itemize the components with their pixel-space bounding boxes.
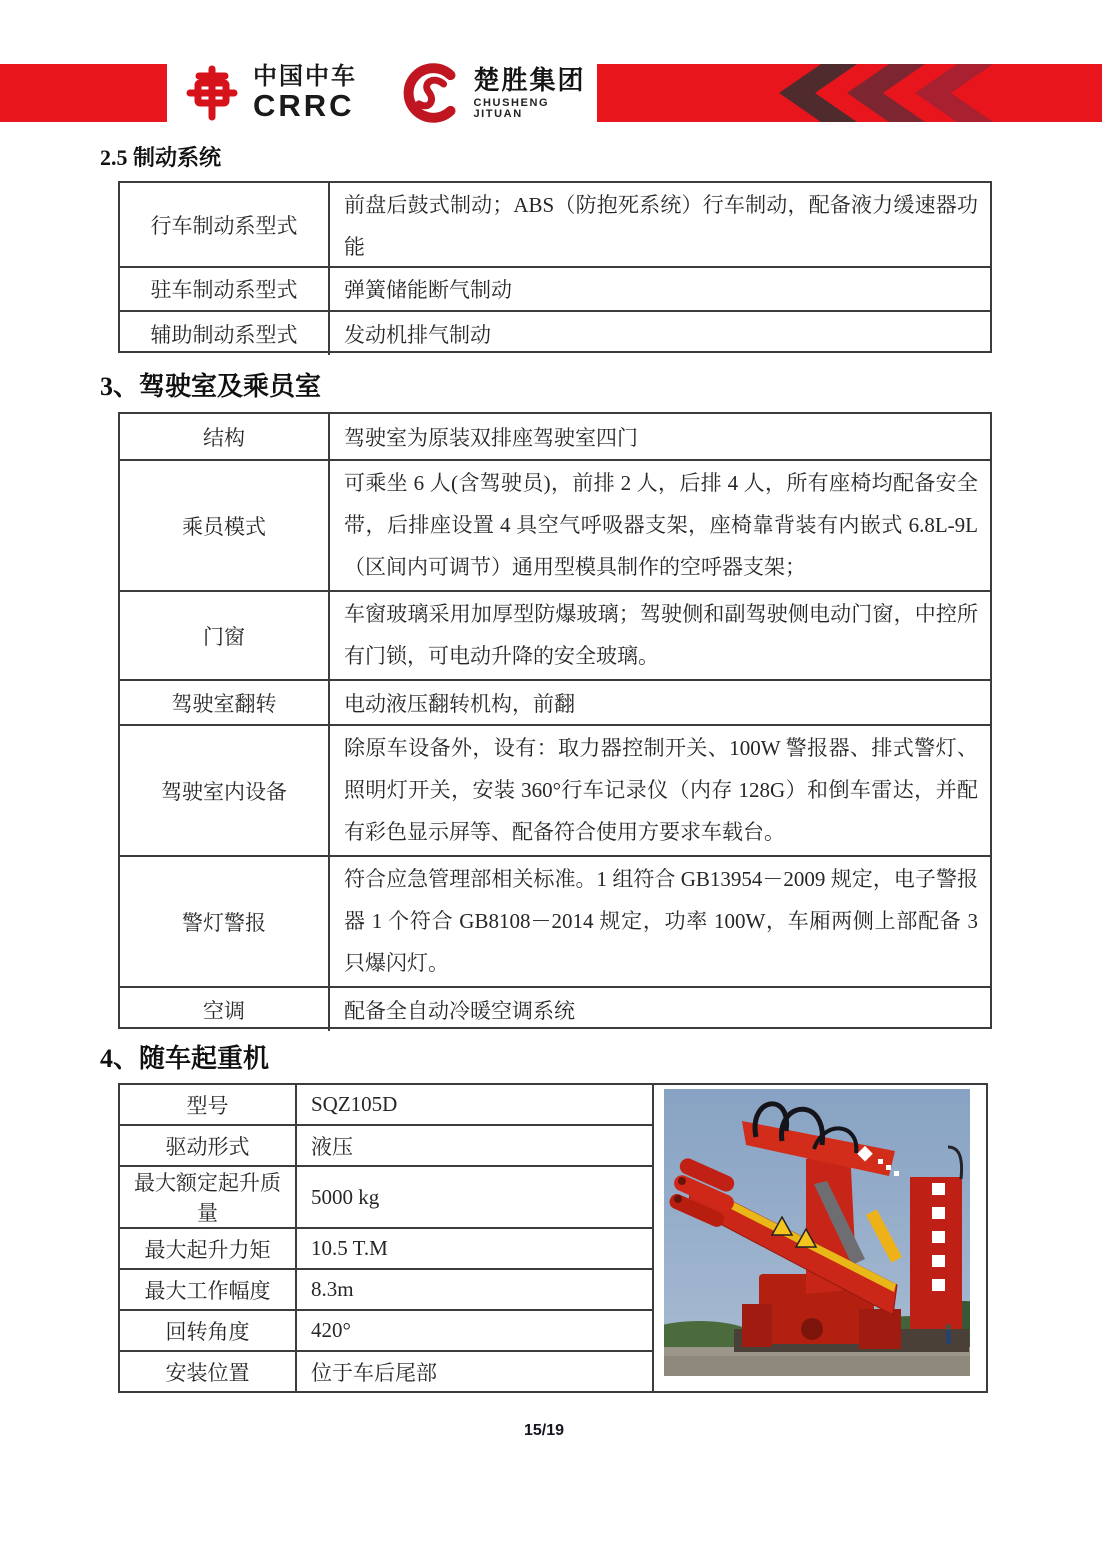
chusheng-logo [402, 60, 602, 126]
spec-label: 最大起升力矩 [120, 1229, 297, 1268]
table-row [120, 1268, 652, 1309]
spec-value: 可乘坐 6 人(含驾驶员)，前排 2 人，后排 4 人，所有座椅均配备安全带，后排座设置 4 具空气呼吸器支架，座椅靠背装有内嵌式 6.8L-9L（区间内可调节）通用型模具制作的空呼器支架； [344, 471, 978, 579]
truck-mounted-crane-photo [664, 1089, 970, 1376]
page-number: 15/19 [523, 1422, 565, 1439]
header-red-band-left [0, 64, 167, 122]
spec-label: 辅助制动系型式 [120, 312, 330, 355]
chevron-left-icons [777, 64, 1027, 122]
spec-label: 回转角度 [120, 1311, 297, 1350]
spec-label: 驱动形式 [120, 1126, 297, 1165]
spec-value: 符合应急管理部相关标准。1 组符合 GB13954－2009 规定，电子警报器 1 个符合 GB8108－2014 规定，功率 100W，车厢两侧上部配备 3 只爆闪灯。 [344, 867, 978, 975]
table-row [120, 310, 990, 355]
spec-value: 发动机排气制动 [344, 322, 491, 347]
table-row [120, 724, 990, 855]
spec-label: 结构 [120, 414, 330, 459]
brake-system-table [118, 181, 992, 353]
chusheng-name-en: CHUSHENG JITUAN [473, 96, 550, 120]
header-red-band-right [597, 64, 1102, 122]
table-row [120, 1124, 652, 1165]
table-row [120, 459, 990, 590]
heading-brake-system: 2.5 制动系统 [100, 145, 222, 170]
spec-value: 前盘后鼓式制动；ABS（防抱死系统）行车制动，配备液力缓速器功能 [344, 193, 978, 259]
chusheng-mark-icon [402, 62, 463, 124]
table-row [120, 590, 990, 679]
table-row [120, 183, 990, 266]
spec-label: 最大工作幅度 [120, 1270, 297, 1309]
crrc-logo [183, 62, 413, 124]
crrc-name-cn: 中国中车 [253, 63, 357, 90]
table-row [120, 855, 990, 986]
spec-value: 10.5 T.M [311, 1236, 388, 1260]
table-row [120, 1165, 652, 1227]
table-row [120, 1085, 652, 1124]
spec-value: 配备全自动冷暖空调系统 [344, 998, 575, 1023]
spec-value: 位于车后尾部 [311, 1360, 437, 1385]
table-row [120, 266, 990, 310]
spec-label: 乘员模式 [120, 461, 330, 590]
spec-label: 驾驶室内设备 [120, 726, 330, 855]
spec-label: 驻车制动系型式 [120, 268, 330, 310]
crane-spec-columns [120, 1085, 654, 1391]
spec-label: 空调 [120, 988, 330, 1031]
crrc-name-en: CRRC [253, 88, 355, 123]
spec-value: 液压 [311, 1134, 353, 1159]
table-row [120, 1227, 652, 1268]
spec-value: 弹簧储能断气制动 [344, 278, 512, 302]
table-row [120, 1309, 652, 1350]
table-row [120, 679, 990, 724]
spec-label: 最大额定起升质量 [120, 1167, 297, 1227]
crrc-che-icon [183, 64, 241, 122]
spec-label: 型号 [120, 1085, 297, 1124]
spec-value: 车窗玻璃采用加厚型防爆玻璃；驾驶侧和副驾驶侧电动门窗，中控所有门锁，可电动升降的安全玻璃。 [344, 602, 978, 668]
spec-value: SQZ105D [311, 1092, 398, 1116]
spec-label: 门窗 [120, 592, 330, 679]
chusheng-name-cn: 楚胜集团 [473, 64, 586, 95]
table-row [120, 414, 990, 459]
heading-cab-crew: 3、驾驶室及乘员室 [100, 372, 322, 401]
heading-crane: 4、随车起重机 [100, 1044, 270, 1073]
spec-value: 420° [311, 1318, 351, 1342]
spec-value: 电动液压翻转机构，前翻 [344, 691, 575, 716]
crane-table [118, 1083, 988, 1393]
spec-label: 驾驶室翻转 [120, 681, 330, 724]
spec-value: 5000 kg [311, 1184, 380, 1209]
spec-label: 行车制动系型式 [120, 183, 330, 266]
spec-label: 安装位置 [120, 1352, 297, 1391]
cab-crew-table [118, 412, 992, 1029]
spec-value: 除原车设备外，设有：取力器控制开关、100W 警报器、排式警灯、照明灯开关，安装 360°行车记录仪（内存 128G）和倒车雷达，并配有彩色显示屏等、配备符合使用方要求车载台。 [344, 736, 978, 844]
spec-value: 驾驶室为原装双排座驾驶室四门 [344, 425, 638, 450]
table-row [120, 986, 990, 1031]
spec-value: 8.3m [311, 1277, 354, 1301]
crane-photo-cell [654, 1085, 986, 1391]
spec-label: 警灯警报 [120, 857, 330, 986]
table-row [120, 1350, 652, 1391]
